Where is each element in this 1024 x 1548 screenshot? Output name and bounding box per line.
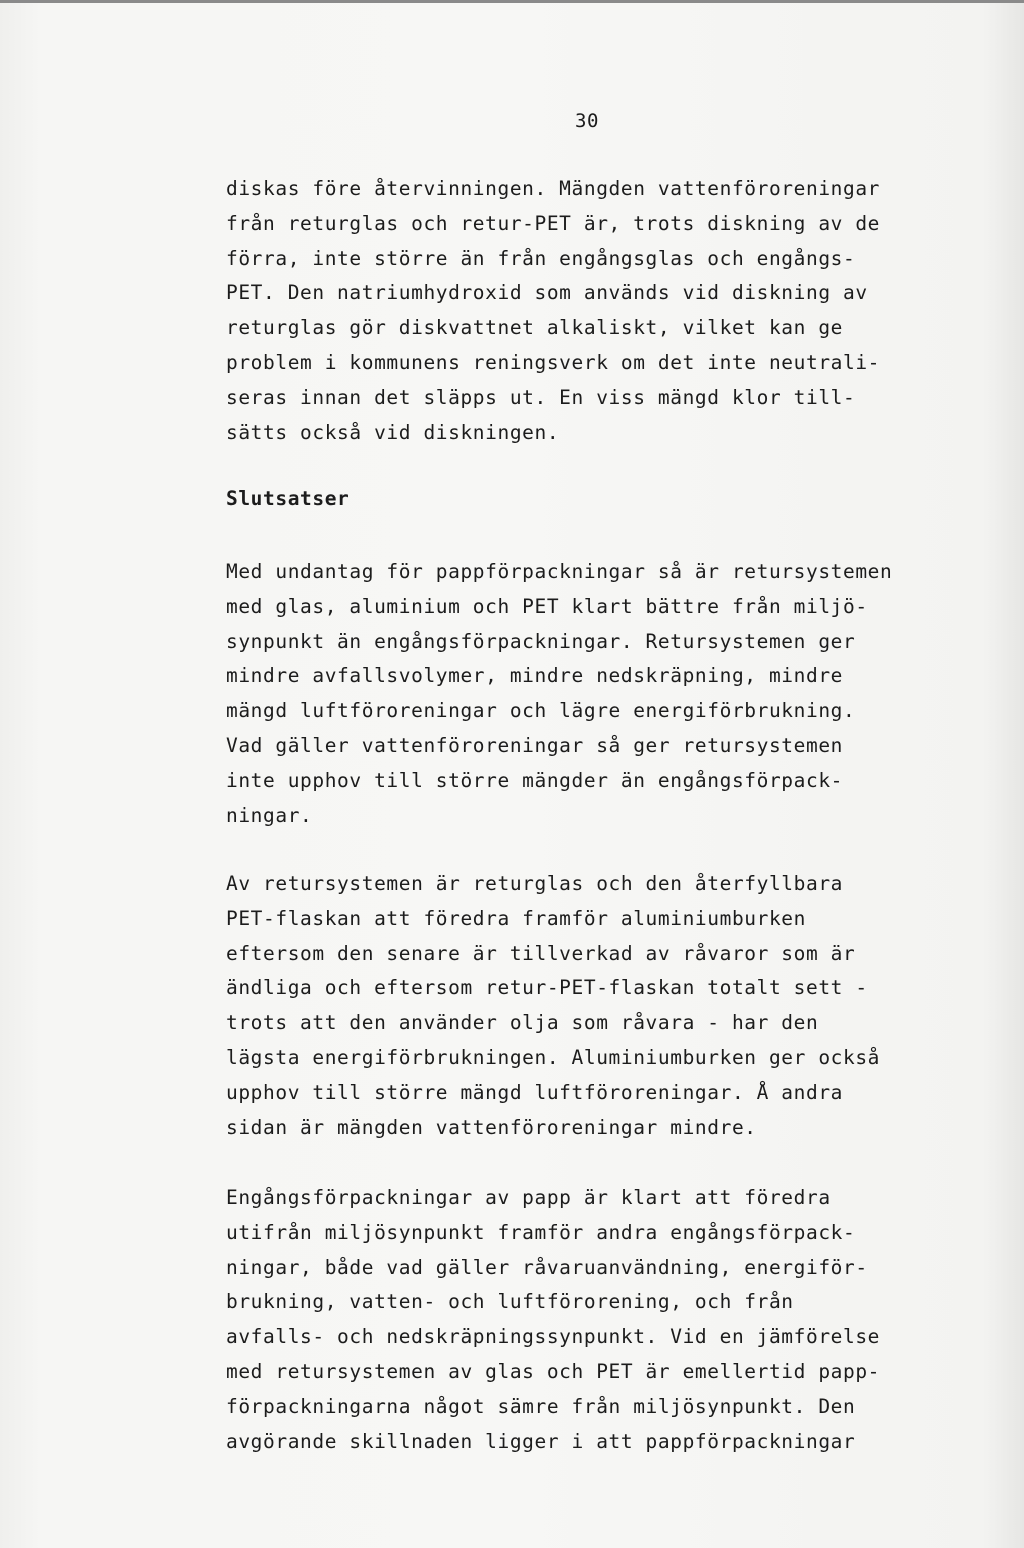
page-number: 30 — [575, 110, 599, 132]
paragraph-intro: diskas före återvinningen. Mängden vattenföroreningar från returglas och retur-PET är, trots diskning av de förra, inte större än från engångsglas och engångs- PET. Den natriumhydroxid som används vid diskning av returglas gör diskvattnet alkaliskt, vilket kan ge problem i kommunens reningsverk om det inte neutrali- seras innan det släpps ut. En viss mängd klor till- sätts också vid diskningen. — [226, 177, 881, 444]
paragraph-conclusion-2: Av retursystemen är returglas och den återfyllbara PET-flaskan att föredra framför aluminiumburken eftersom den senare är tillverkad av råvaror som är ändliga och eftersom retur-PET-flaskan totalt sett - trots att den använder olja som råvara - har den lägsta energiförbrukningen. Aluminiumburken ger också upphov till större mängd luftföroreningar. Å andra sidan är mängden vattenföroreningar mindre. — [226, 872, 881, 1139]
page-top-edge — [0, 0, 1024, 3]
section-heading: Slutsatser — [226, 487, 350, 510]
paragraph-conclusion-3: Engångsförpackningar av papp är klart att föredra utifrån miljösynpunkt framför andra engångsförpack- ningar, både vad gäller råvaruanvändning, energiför- brukning, vatten- och luftförorening, och från avfalls- och nedskräpningssynpunkt. Vid en jämförelse med retursystemen av glas och PET är emellertid papp- förpackningarna något sämre från miljösynpunkt. Den avgörande skillnaden ligger i att pappförpackningar — [226, 1186, 881, 1453]
paragraph-conclusion-1: Med undantag för pappförpackningar så är retursystemen med glas, aluminium och PET klart bättre från miljö- synpunkt än engångsförpackningar. Retursystemen ger mindre avfallsvolymer, mindre nedskräpning, mindre mängd luftföroreningar och lägre energiförbrukning. Vad gäller vattenföroreningar så ger retursystemen inte upphov till större mängder än engångsförpack- ningar. — [226, 560, 893, 827]
